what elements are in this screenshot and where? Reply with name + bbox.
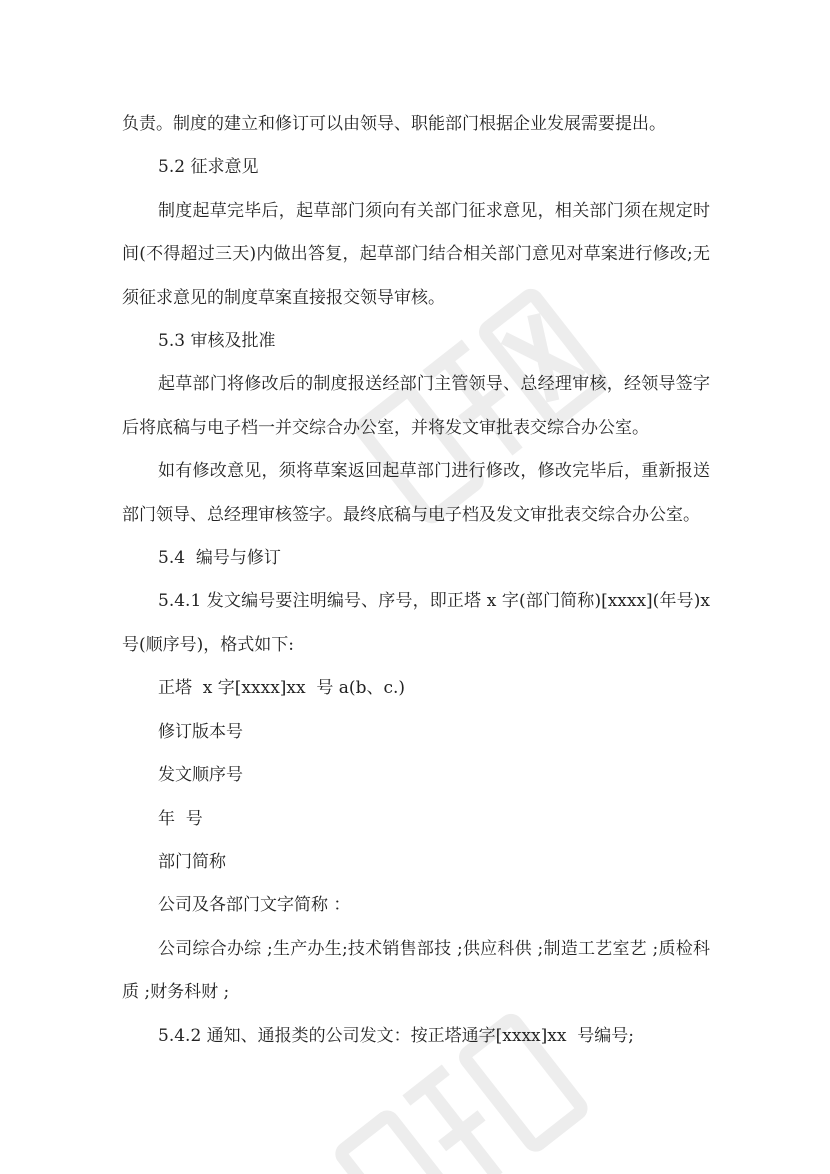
numbering-format-example: 正塔 x 字[xxxx]xx 号 a(b、c.) [158,678,406,699]
paragraph-draft-consultation: 制度起草完毕后，起草部门须向有关部门征求意见，相关部门须在规定时间(不得超过三天)内做出答复，起草部门结合相关部门意见对草案进行修改;无须征求意见的制度草案直接报交领导审核。 [122,200,710,308]
format-item-department-abbreviation: 部门简称 [158,851,226,872]
section-heading-5-2: 5.2 征求意见 [158,157,259,178]
abbreviation-list: 公司综合办综 ;生产办生;技术销售部技 ;供应科供 ;制造工艺室艺 ;质检科质 ;财务科财 ; [122,938,710,1003]
paragraph-revision-return: 如有修改意见，须将草案返回起草部门进行修改，修改完毕后，重新报送部门领导、总经理审核签字。最终底稿与电子档及发文审批表交综合办公室。 [122,461,710,525]
format-item-year: 年 号 [158,808,203,829]
paragraph-numbering-rule: 5.4.1 发文编号要注明编号、序号，即正塔 x 字(部门简称)[xxxx](年号)x 号(顺序号)，格式如下: [122,591,716,655]
abbreviation-list-heading: 公司及各部门文字简称 ： [158,895,351,916]
document-body [122,103,716,1058]
format-item-sequence-number: 发文顺序号 [158,765,243,786]
format-item-revision-number: 修订版本号 [158,721,243,742]
paragraph-continuation: 负责。制度的建立和修订可以由领导、职能部门根据企业发展需要提出。 [122,114,666,134]
paragraph-review-submission: 起草部门将修改后的制度报送经部门主管领导、总经理审核，经领导签字后将底稿与电子档一并交综合办公室，并将发文审批表交综合办公室。 [122,374,710,438]
section-heading-5-4-2: 5.4.2 通知、通报类的公司发文：按正塔通字[xxxx]xx 号编号; [158,1025,634,1046]
section-heading-5-4: 5.4 编号与修订 [158,548,281,569]
section-heading-5-3: 5.3 审核及批准 [158,331,276,352]
